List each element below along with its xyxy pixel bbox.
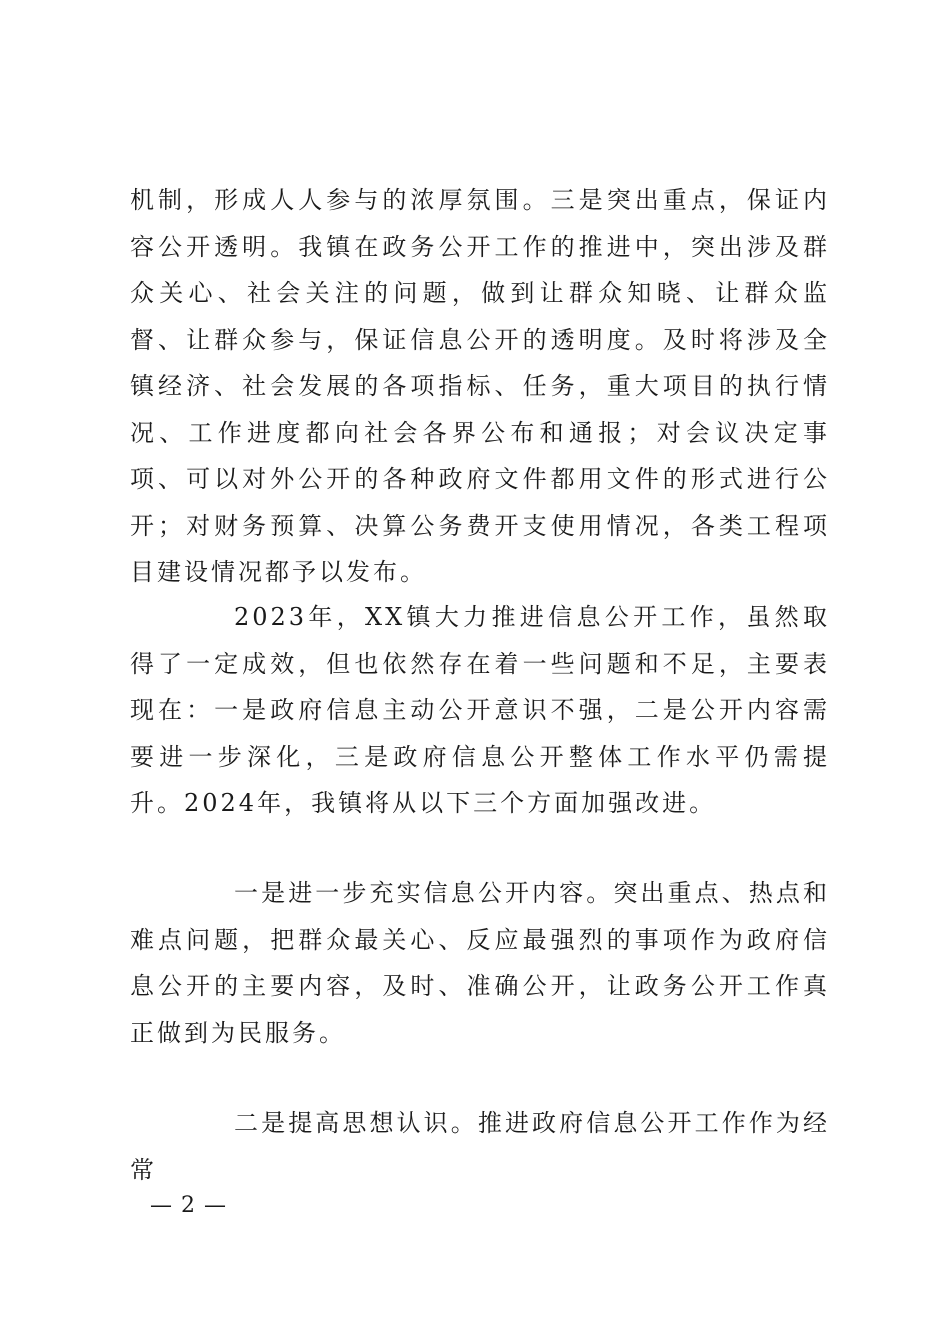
paragraph-3: 一是进一步充实信息公开内容。突出重点、热点和难点问题，把群众最关心、反应最强烈的事项作为政府信息公开的主要内容，及时、准确公开，让政务公开工作真正做到为民服务。	[130, 879, 830, 1047]
paragraph-2: 2023年，XX镇大力推进信息公开工作，虽然取得了一定成效，但也依然存在着一些问题和不足，主要表现在：一是政府信息主动公开意识不强，二是公开内容需要进一步深化，三是政府信息公开整体工作水平仍需提升。2024年，我镇将从以下三个方面加强改进。	[130, 603, 830, 817]
page-number: — 2 —	[150, 1193, 227, 1218]
paragraph-1: 机制，形成人人参与的浓厚氛围。三是突出重点，保证内容公开透明。我镇在政务公开工作的推进中，突出涉及群众关心、社会关注的问题，做到让群众知晓、让群众监督、让群众参与，保证信息公开的透明度。及时将涉及全镇经济、社会发展的各项指标、任务，重大项目的执行情况、工作进度都向社会各界公布和通报；对会议决定事项、可以对外公开的各种政府文件都用文件的形式进行公开；对财务预算、决算公务费开支使用情况，各类工程项目建设情况都予以发布。	[130, 186, 830, 586]
paragraph-4: 二是提高思想认识。推进政府信息公开工作作为经常	[130, 1109, 830, 1184]
